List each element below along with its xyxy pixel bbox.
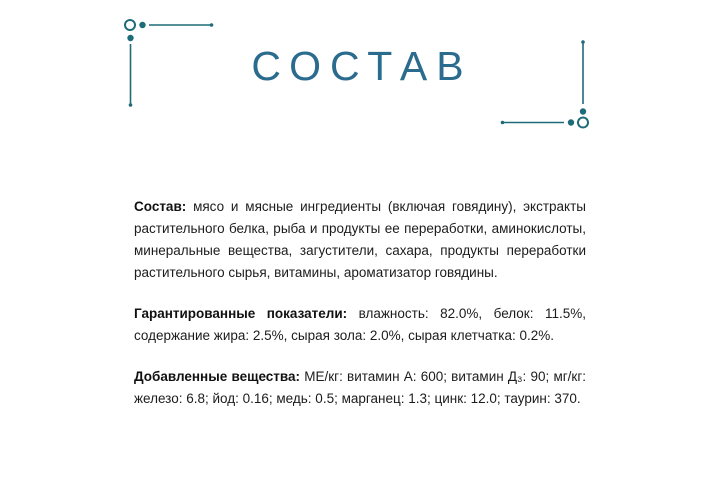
paragraph-added-substances-text: МЕ/кг: витамин А: 600; витамин Д₃: 90; мг/кг: железо: 6.8; йод: 0.16; медь: 0.5; марганец: 1.3; цинк: 12.0; таурин: 370. — [134, 369, 586, 406]
paragraph-guaranteed-values-label: Гарантированные показатели: — [134, 306, 348, 321]
paragraph-composition-label: Состав: — [134, 199, 187, 214]
paragraph-composition — [134, 196, 586, 284]
paragraph-guaranteed-values-text: влажность: 82.0%, белок: 11.5%, содержание жира: 2.5%, сырая зола: 2.0%, сырая клетчатка: 0.2%. — [134, 306, 586, 343]
paragraph-added-substances-label: Добавленные вещества: — [134, 369, 301, 384]
page-title: СОСТАВ — [251, 43, 473, 89]
paragraph-guaranteed-values — [134, 303, 586, 347]
corner-frame-bottom-right-icon — [496, 36, 594, 132]
paragraph-composition-text: мясо и мясные ингредиенты (включая говядину), экстракты растительного белка, рыба и продукты ее переработки, аминокислоты, минеральные вещества, загустители, сахара, продукты переработки растительного сырья, витамины, ароматизатор говядины. — [134, 199, 586, 280]
paragraph-added-substances — [134, 366, 586, 410]
composition-text-block — [134, 196, 586, 410]
